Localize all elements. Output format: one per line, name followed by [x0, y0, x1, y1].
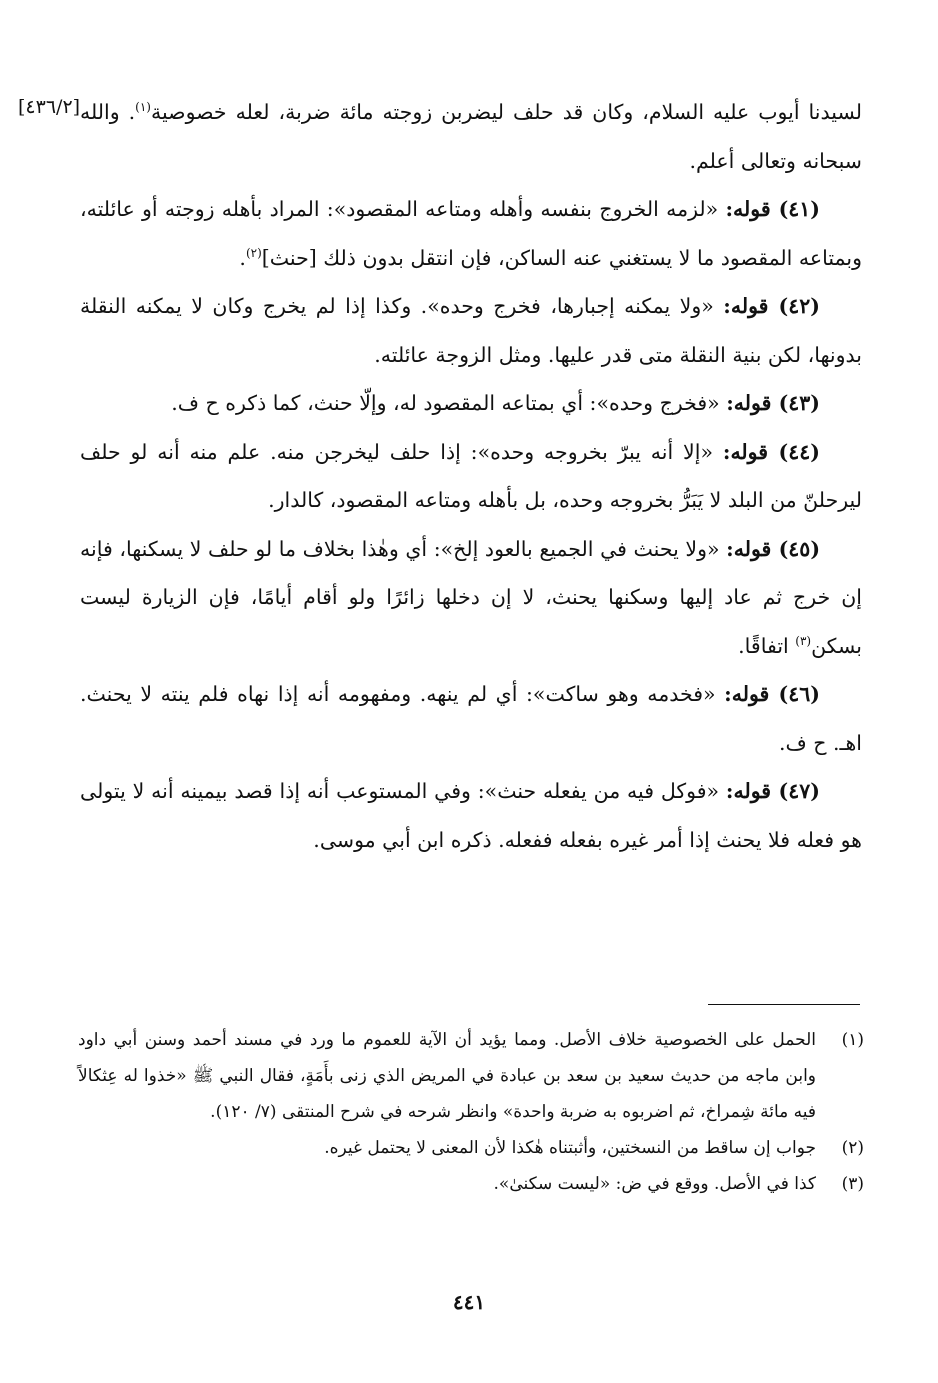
intro-line-2: خصوصية: [150, 100, 227, 124]
entry-text: «فخدمه وهو ساكت»: أي لم ينهه. ومفهومه أنه إذا نهاه فلم ينته لا يحنث. اهـ. ح ف.: [80, 682, 862, 755]
entry-47: [80, 767, 862, 864]
entry-44: [80, 428, 862, 525]
footnote-text: الحمل على الخصوصية خلاف الأصل. ومما يؤيد أن الآية للعموم ما ورد في مسند أحمد وسنن أبي داود وابن ماجه من حديث سعيد بن سعد بن عبادة في المريض الذي زنى بأَمَةٍ، فقال النبي ﷺ «خذوا له عِثكالاً فيه مائة شِمراخ، ثم اضربوه به ضربة واحدة» وانظر شرحه في شرح المنتقى (٧/ ١٢٠).: [78, 1030, 816, 1122]
entry-label: (٤٢) قوله:: [723, 294, 820, 318]
footnote-number: (١): [841, 1030, 864, 1050]
page-number: ٤٤١: [452, 1290, 486, 1314]
footnote-divider: [708, 1004, 860, 1005]
footnote-text: جواب إن ساقط من النسختين، وأثبتناه هٰكذا لأن المعنى لا يحتمل غيره.: [324, 1138, 816, 1158]
entry-label: (٤٥) قوله:: [726, 536, 821, 561]
entry-label: (٤٦) قوله:: [724, 682, 820, 706]
footnote-ref-1[interactable]: (١): [135, 100, 151, 115]
entry-45: [80, 525, 862, 671]
main-text: [80, 88, 862, 864]
footnote-number: (٢): [841, 1138, 864, 1158]
entry-text: «ولا يمكنه إجبارها، فخرج وحده». وكذا إذا لم يخرج وكان لا يمكنه النقلة بدونها، لكن بنية النقلة متى قدر عليها. ومثل الزوجة عائلته.: [80, 294, 862, 367]
entry-41: [80, 185, 862, 282]
margin-reference: [٤٣٦/٢]: [18, 96, 81, 118]
footnote-3: [78, 1166, 864, 1202]
entry-tail: اتفاقًا.: [738, 633, 796, 658]
entry-text: «فخرج وحده»: أي بمتاعه المقصود له، وإلّا حنث، كما ذكره ح ف.: [171, 391, 720, 415]
footnote-1: [78, 1022, 864, 1130]
entry-text: «إلا أنه يبرّ بخروجه وحده»: إذا حلف ليخرجن منه. علم منه أنه لو حلف ليرحلنّ من البلد لا يَبَرُّ بخروجه وحده، بل بأهله ومتاعه المقصود، كالدار.: [80, 439, 862, 512]
footnote-number: (٣): [841, 1174, 864, 1194]
entry-43: [80, 379, 862, 428]
entry-text: «فوكل فيه من يفعله حنث»: وفي المستوعب أنه إذا قصد بيمينه أنه لا يتولى هو فعله فلا يحنث إذا أمر غيره بفعله ففعله. ذكره ابن أبي موسى.: [80, 779, 862, 852]
intro-paragraph: [80, 88, 862, 185]
entry-42: [80, 282, 862, 379]
entry-label: (٤٧) قوله:: [725, 779, 820, 803]
footnote-ref-3[interactable]: (٣): [795, 633, 812, 648]
intro-line-2-end: . والله سبحانه وتعالى أعلم.: [80, 100, 862, 173]
footnote-ref-2[interactable]: (٢): [245, 245, 262, 260]
entry-label: (٤٤) قوله:: [722, 439, 820, 464]
footnote-text: كذا في الأصل. ووقع في ض: «ليست سكنىٰ».: [493, 1174, 816, 1194]
entry-label: (٤١) قوله:: [725, 197, 820, 221]
entry-46: [80, 670, 862, 767]
entry-text: «ولا يحنث في الجميع بالعود إلخ»: أي وهٰذا بخلاف ما لو حلف لا يسكنها، فإنه إن خرج ثم عاد إليها وسكنها يحنث، لا إن دخلها زائرًا ولو أقام أيامًا، فإن الزيارة ليست بسكن: [80, 536, 862, 658]
intro-line-1: لسيدنا أيوب عليه السلام، وكان قد حلف ليضربن زوجته مائة ضربة، لعله: [235, 100, 862, 124]
footnote-2: [78, 1130, 864, 1166]
entry-text: «لزمه الخروج بنفسه وأهله ومتاعه المقصود»: المراد بأهله زوجته أو عائلته، وبمتاعه المقصود ما لا يستغني عنه الساكن، فإن انتقل بدون ذلك [حنث]: [80, 197, 862, 270]
entry-tail: .: [239, 245, 246, 270]
footnotes: [78, 1022, 864, 1202]
entry-label: (٤٣) قوله:: [726, 391, 820, 415]
